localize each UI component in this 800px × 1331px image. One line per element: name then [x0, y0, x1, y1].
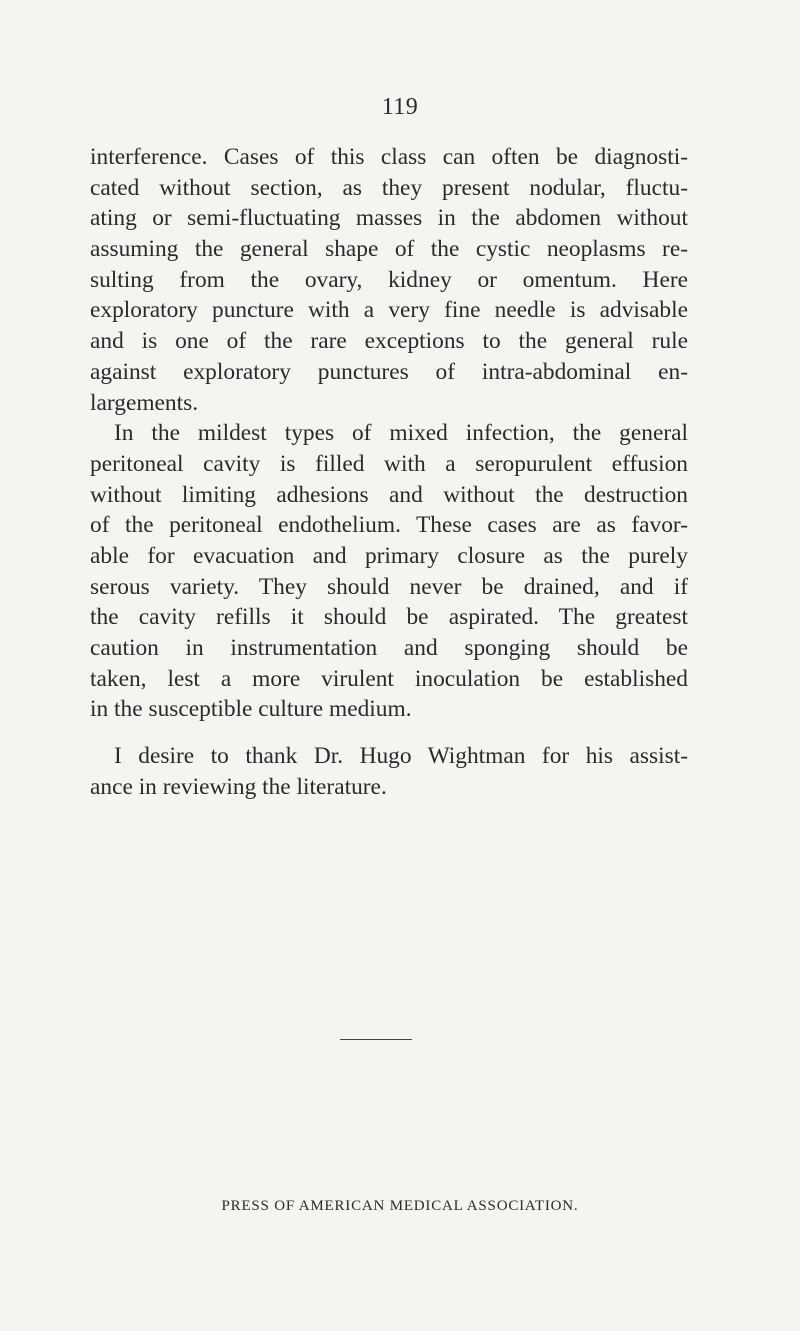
- text-line: interference. Cases of this class can often be diagnosti-: [90, 144, 688, 170]
- text-line: caution in instrumentation and sponging should be: [90, 635, 688, 661]
- text-line: of the peritoneal endothelium. These cases are as favor-: [90, 512, 688, 539]
- text-line: in the susceptible culture medium.: [90, 696, 412, 723]
- text-line: peritoneal cavity is filled with a seropurulent effusion: [90, 450, 688, 477]
- printer-imprint: PRESS OF AMERICAN MEDICAL ASSOCIATION.: [221, 1198, 579, 1214]
- text-line: and is one of the rare exceptions to the general rule: [90, 328, 688, 355]
- body-text: [90, 142, 688, 802]
- text-line: In the mildest types of mixed infection, the general: [114, 420, 688, 447]
- text-line: able for evacuation and primary closure as the purely: [90, 542, 688, 569]
- text-line: serous variety. They should never be drained, and if: [90, 573, 688, 600]
- section-rule: [340, 1039, 412, 1040]
- text-line: sulting from the ovary, kidney or omentum. Here: [90, 266, 688, 293]
- paragraph-1: [90, 142, 688, 418]
- text-line: ance in reviewing the literature.: [90, 773, 387, 800]
- page-number: 119: [381, 94, 419, 120]
- paragraph-3: [90, 741, 688, 802]
- text-line: I desire to thank Dr. Hugo Wightman for his assist-: [114, 743, 688, 770]
- text-line: assuming the general shape of the cystic neoplasms re-: [90, 236, 688, 263]
- text-line: the cavity refills it should be aspirated. The greatest: [90, 604, 688, 631]
- text-line: taken, lest a more virulent inoculation be established: [90, 665, 688, 692]
- text-line: without limiting adhesions and without the destruction: [90, 481, 688, 508]
- text-line: ating or semi-fluctuating masses in the abdomen without: [90, 205, 688, 232]
- text-line: largements.: [90, 389, 199, 416]
- text-line: exploratory puncture with a very fine needle is advisable: [90, 297, 688, 324]
- paragraph-2: [90, 418, 688, 725]
- text-line: against exploratory punctures of intra-abdominal en-: [90, 358, 688, 385]
- text-line: cated without section, as they present nodular, fluctu-: [90, 174, 688, 201]
